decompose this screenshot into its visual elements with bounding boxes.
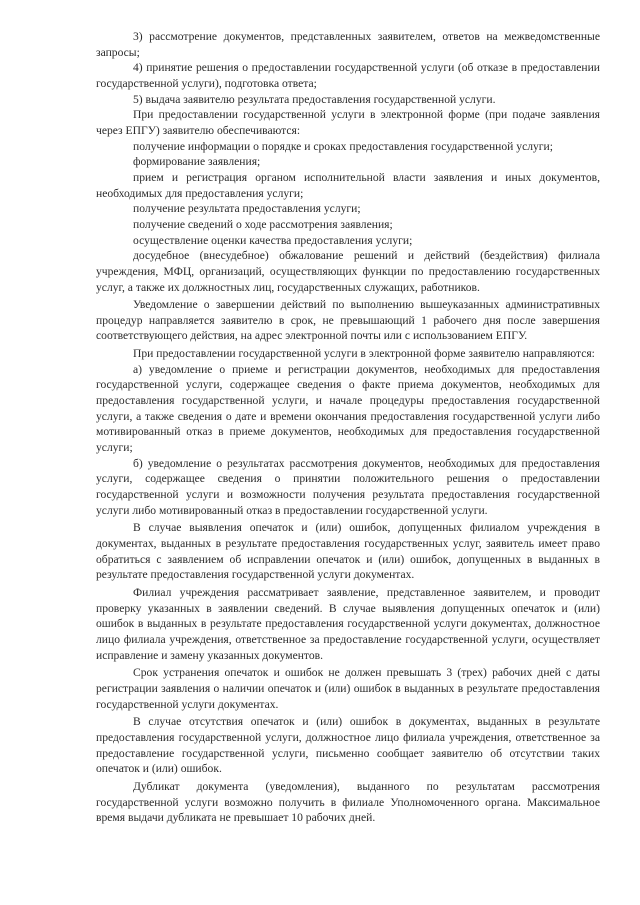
list-item-application: формирование заявления; <box>133 155 261 169</box>
list-item-quality: осуществление оценки качества предоставления услуги; <box>133 233 413 247</box>
list-item-5: 5) выдача заявителю результата предоставления государственной услуги. <box>133 92 496 106</box>
list-item-a: а) уведомление о приеме и регистрации документов, необходимых для предоставления государственной услуги, содержащее сведения о факте приема документов, необходимых для предоставления государственной услуги, и начале процедуры предоставления государственной услуги, а также сведения о дате и времени окончания предоставления государственной услуги либо мотивированный отказ в приеме документов, необходимых для предоставления государственной услуги; <box>96 362 600 455</box>
paragraph-no-typos: В случае отсутствия опечаток и (или) ошибок в документах, выданных в результате предоставления государственной услуги, должностное лицо филиала учреждения, ответственное за предоставление государственной услуги, письменно сообщает заявителю об отсутствии таких опечаток и (или) ошибок. <box>96 715 600 776</box>
list-item-b: б) уведомление о результатах рассмотрения документов, необходимых для предоставления услуги, содержащее сведения о принятии положительного решения о предоставлении государственной услуги и возможности получения результата предоставления государственной услуги либо мотивированный отказ в предоставлении государственной услуги. <box>96 456 600 517</box>
list-item-info: получение информации о порядке и сроках предоставления государственной услуги; <box>133 139 553 153</box>
paragraph-notification: Уведомление о завершении действий по выполнению вышеуказанных административных процедур направляется заявителю в срок, не превышающий 1 рабочего дня после завершения соответствующего действия, на адрес электронной почты или с использованием ЕПГУ. <box>96 298 600 343</box>
paragraph-duplicate: Дубликат документа (уведомления), выданного по результатам рассмотрения государственной услуги возможно получить в филиале Уполномоченного органа. Максимальное время выдачи дубликата не превышает 10 рабочих дней. <box>96 779 600 825</box>
list-item-appeal: досудебное (внесудебное) обжалование решений и действий (бездействия) филиала учреждения, МФЦ, организаций, осуществляющих функции по предоставлению государственных услуг, а также их должностных лиц, государственных служащих, работников. <box>96 249 600 294</box>
paragraph-deadline: Срок устранения опечаток и ошибок не должен превышать 3 (трех) рабочих дней с даты регистрации заявления о наличии опечаток и (или) ошибок в выданных в результате предоставления государственной услуги документах. <box>96 666 600 711</box>
paragraph-typos: В случае выявления опечаток и (или) ошибок, допущенных филиалом учреждения в документах, выданных в результате предоставления государственных услуг, заявитель имеет право обратиться с заявлением об исправлении опечаток и (или) ошибок, допущенных в выданных в результате предоставления государственной услуги документах. <box>96 521 600 582</box>
paragraph-sent: При предоставлении государственной услуги в электронной форме заявителю направляются: <box>133 347 595 361</box>
list-item-result: получение результата предоставления услуги; <box>133 202 361 216</box>
list-item-progress: получение сведений о ходе рассмотрения заявления; <box>133 217 393 231</box>
paragraph-review: Филиал учреждения рассматривает заявление, представленное заявителем, и проводит проверку указанных в заявлении сведений. В случае выявления допущенных опечаток и (или) ошибок в выданных в результате предоставления государственной услуги документах, должностное лицо филиала учреждения, ответственное за предоставление государственной услуги, осуществляет исправление и замену указанных документов. <box>96 585 600 662</box>
paragraph-electronic-form: При предоставлении государственной услуги в электронной форме (при подаче заявления через ЕПГУ) заявителю обеспечиваются: <box>96 108 600 137</box>
document-page <box>96 29 600 826</box>
list-item-4: 4) принятие решения о предоставлении государственной услуги (об отказе в предоставлении государственной услуги), подготовка ответа; <box>96 61 600 90</box>
list-item-registration: прием и регистрация органом исполнительной власти заявления и иных документов, необходимых для предоставления услуги; <box>96 170 600 200</box>
list-item-3: 3) рассмотрение документов, представленных заявителем, ответов на межведомственные запросы; <box>96 30 600 59</box>
